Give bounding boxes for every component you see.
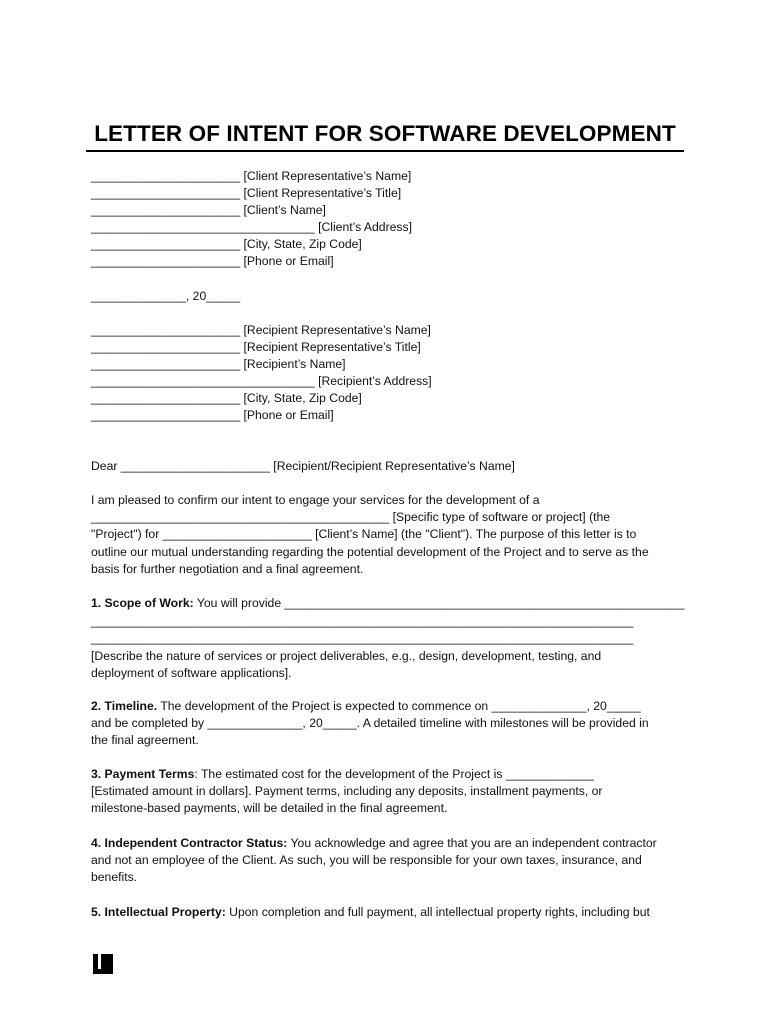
contractor-paragraph <box>91 835 687 887</box>
sender-line: ______________________ [Phone or Email] <box>91 254 334 268</box>
recipient-line: ______________________ [Phone or Email] <box>91 408 334 422</box>
ip-text: Upon completion and full payment, all intellectual property rights, including but <box>225 905 650 919</box>
recipient-line: ______________________ [Recipient’s Name] <box>91 357 346 371</box>
scope-heading: 1. Scope of Work: <box>91 596 194 610</box>
title-underline <box>86 150 684 152</box>
scope-blank-line: ________________________________________________________________________________ <box>91 614 634 628</box>
contractor-text: You acknowledge and agree that you are an independent contractor and not an employee of the Client. As such, you will be responsible for your own taxes, insurance, and benefits. <box>91 836 657 885</box>
scope-text: You will provide ___________________________________________________________ <box>193 596 685 610</box>
sender-line: ______________________ [City, State, Zip Code] <box>91 237 362 251</box>
timeline-text: The development of the Project is expected to commence on ______________, 20_____ and be completed by ______________, 20_____. A detailed timeline with milestones will be provided in the final agreement. <box>91 699 649 748</box>
payment-heading: 3. Payment Terms <box>91 767 195 781</box>
intro-paragraph: I am pleased to confirm our intent to engage your services for the development of a ____________________________________________ [Specific type of software or project] (the "Project") for ______________________ [Client’s Name] (the "Client"). The purpose of this letter is to outline our mutual understanding regarding the potential development of the Project and to serve as the basis for further negotiation and a final agreement. <box>91 493 649 576</box>
sender-line: ______________________ [Client Representative’s Title] <box>91 186 402 200</box>
document-logo-icon <box>92 953 114 975</box>
scope-description: [Describe the nature of services or project deliverables, e.g., design, development, testing, and deployment of software applications]. <box>91 649 602 681</box>
recipient-line: ______________________ [Recipient Representative’s Name] <box>91 323 431 337</box>
timeline-heading: 2. Timeline. <box>91 699 158 713</box>
recipient-line: _________________________________ [Recipient’s Address] <box>91 374 432 388</box>
timeline-paragraph <box>91 698 687 750</box>
payment-paragraph <box>91 766 687 818</box>
recipient-line: ______________________ [City, State, Zip Code] <box>91 391 362 405</box>
scope-line-1 <box>91 595 684 612</box>
sender-line: _________________________________ [Client’s Address] <box>91 220 412 234</box>
recipient-line: ______________________ [Recipient Representative’s Title] <box>91 340 421 354</box>
ip-heading: 5. Intellectual Property: <box>91 905 226 919</box>
sender-line: ______________________ [Client’s Name] <box>91 203 326 217</box>
ip-paragraph <box>91 904 687 921</box>
salutation: Dear ______________________ [Recipient/Recipient Representative’s Name] <box>91 459 515 473</box>
document-title: LETTER OF INTENT FOR SOFTWARE DEVELOPMENT <box>94 121 676 146</box>
payment-text: : The estimated cost for the development of the Project is _____________ [Estimated amount in dollars]. Payment terms, including any deposits, installment payments, or milestone-based payments, will be detailed in the final agreement. <box>91 767 603 816</box>
date-line: ______________, 20_____ <box>91 289 241 303</box>
contractor-heading: 4. Independent Contractor Status: <box>91 836 288 850</box>
sender-line: ______________________ [Client Representative’s Name] <box>91 169 412 183</box>
scope-blank-line: ________________________________________________________________________________ <box>91 631 634 645</box>
